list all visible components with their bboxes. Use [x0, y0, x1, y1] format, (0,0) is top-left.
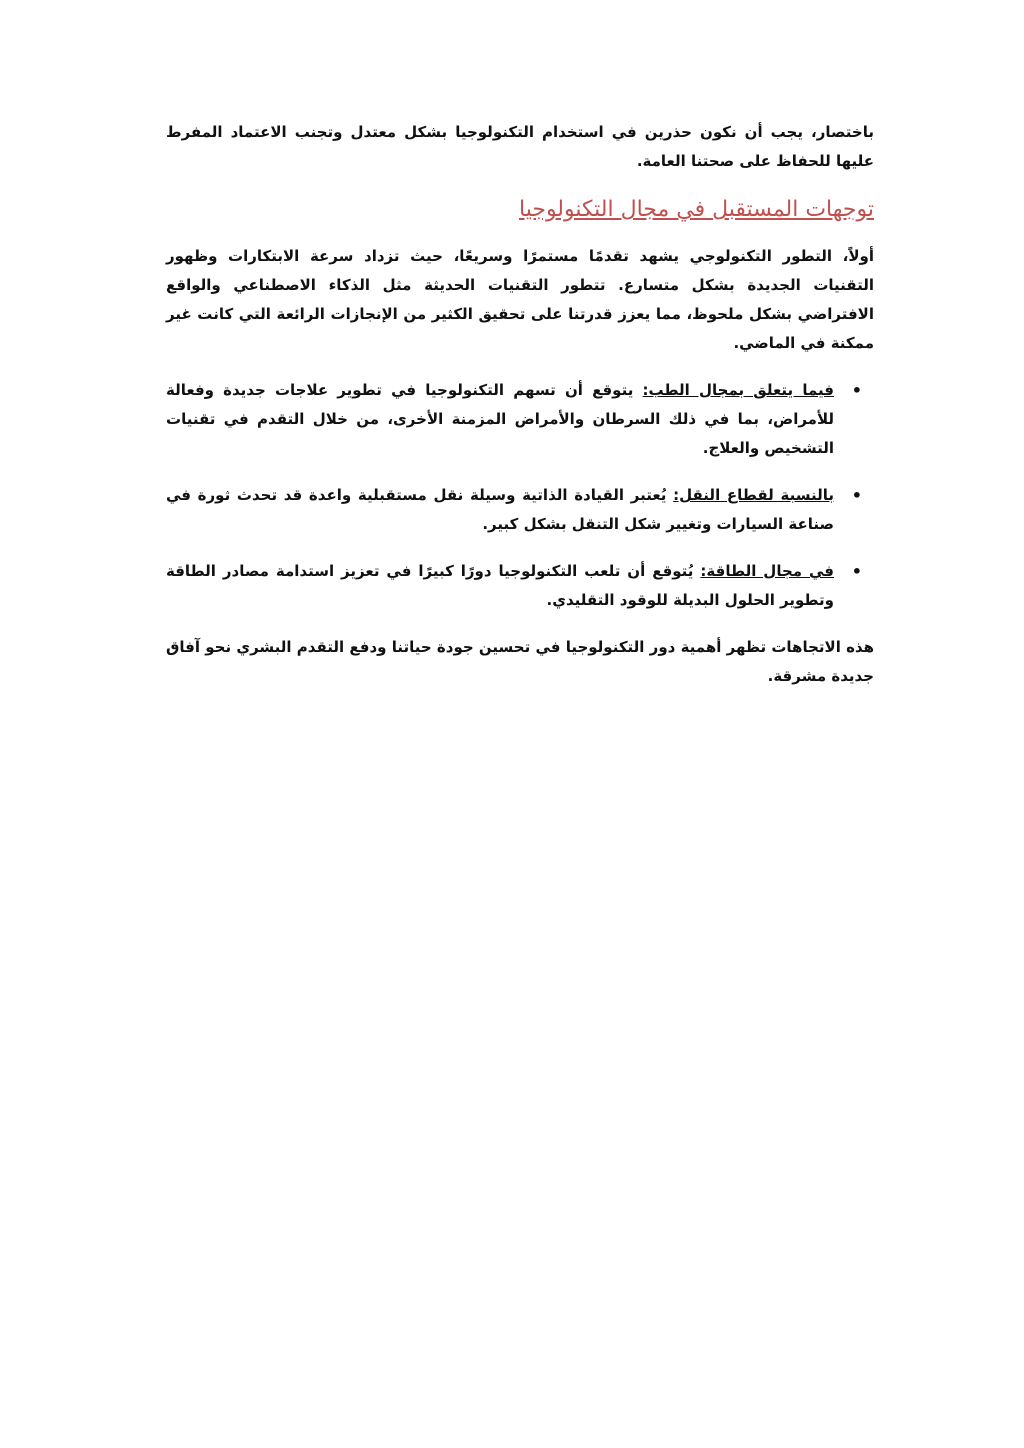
list-item-text — [166, 557, 834, 615]
conclusion-paragraph: هذه الاتجاهات تظهر أهمية دور التكنولوجيا في تحسين جودة حياتنا ودفع التقدم البشري نحو آفاق جديدة مشرقة. — [166, 638, 874, 685]
bullet-list — [166, 376, 874, 615]
list-item — [166, 557, 874, 615]
list-item-body: يتوقع أن تسهم التكنولوجيا في تطوير علاجات جديدة وفعالة للأمراض، بما في ذلك السرطان والأمراض المزمنة الأخرى، من خلال التقدم في تقنيات التشخيص والعلاج. — [166, 381, 834, 457]
section-heading: توجهات المستقبل في مجال التكنولوجيا — [519, 197, 874, 222]
list-item — [166, 376, 874, 463]
list-item-label: فيما يتعلق بمجال الطب: — [642, 381, 834, 399]
list-item-text — [166, 481, 834, 539]
list-item-body: يُتوقع أن تلعب التكنولوجيا دورًا كبيرًا في تعزيز استدامة مصادر الطاقة وتطوير الحلول البديلة للوقود التقليدي. — [166, 562, 834, 609]
list-item-text — [166, 376, 834, 463]
document-page — [166, 118, 874, 691]
intro-paragraph: باختصار، يجب أن نكون حذرين في استخدام التكنولوجيا بشكل معتدل وتجنب الاعتماد المفرط عليها للحفاظ على صحتنا العامة. — [166, 123, 874, 170]
list-item — [166, 481, 874, 539]
list-item-label: في مجال الطاقة: — [700, 562, 835, 580]
list-item-body: يُعتبر القيادة الذاتية وسيلة نقل مستقبلية واعدة قد تحدث ثورة في صناعة السيارات وتغيير شكل التنقل بشكل كبير. — [166, 486, 834, 533]
list-item-label: بالنسبة لقطاع النقل: — [673, 486, 834, 504]
body-paragraph: أولاً، التطور التكنولوجي يشهد تقدمًا مستمرًا وسريعًا، حيث تزداد سرعة الابتكارات وظهور التقنيات الجديدة بشكل متسارع. تتطور التقنيات الحديثة مثل الذكاء الاصطناعي والواقع الافتراضي بشكل ملحوظ، مما يعزز قدرتنا على تحقيق الكثير من الإنجازات الرائعة التي كانت غير ممكنة في الماضي. — [166, 247, 874, 352]
